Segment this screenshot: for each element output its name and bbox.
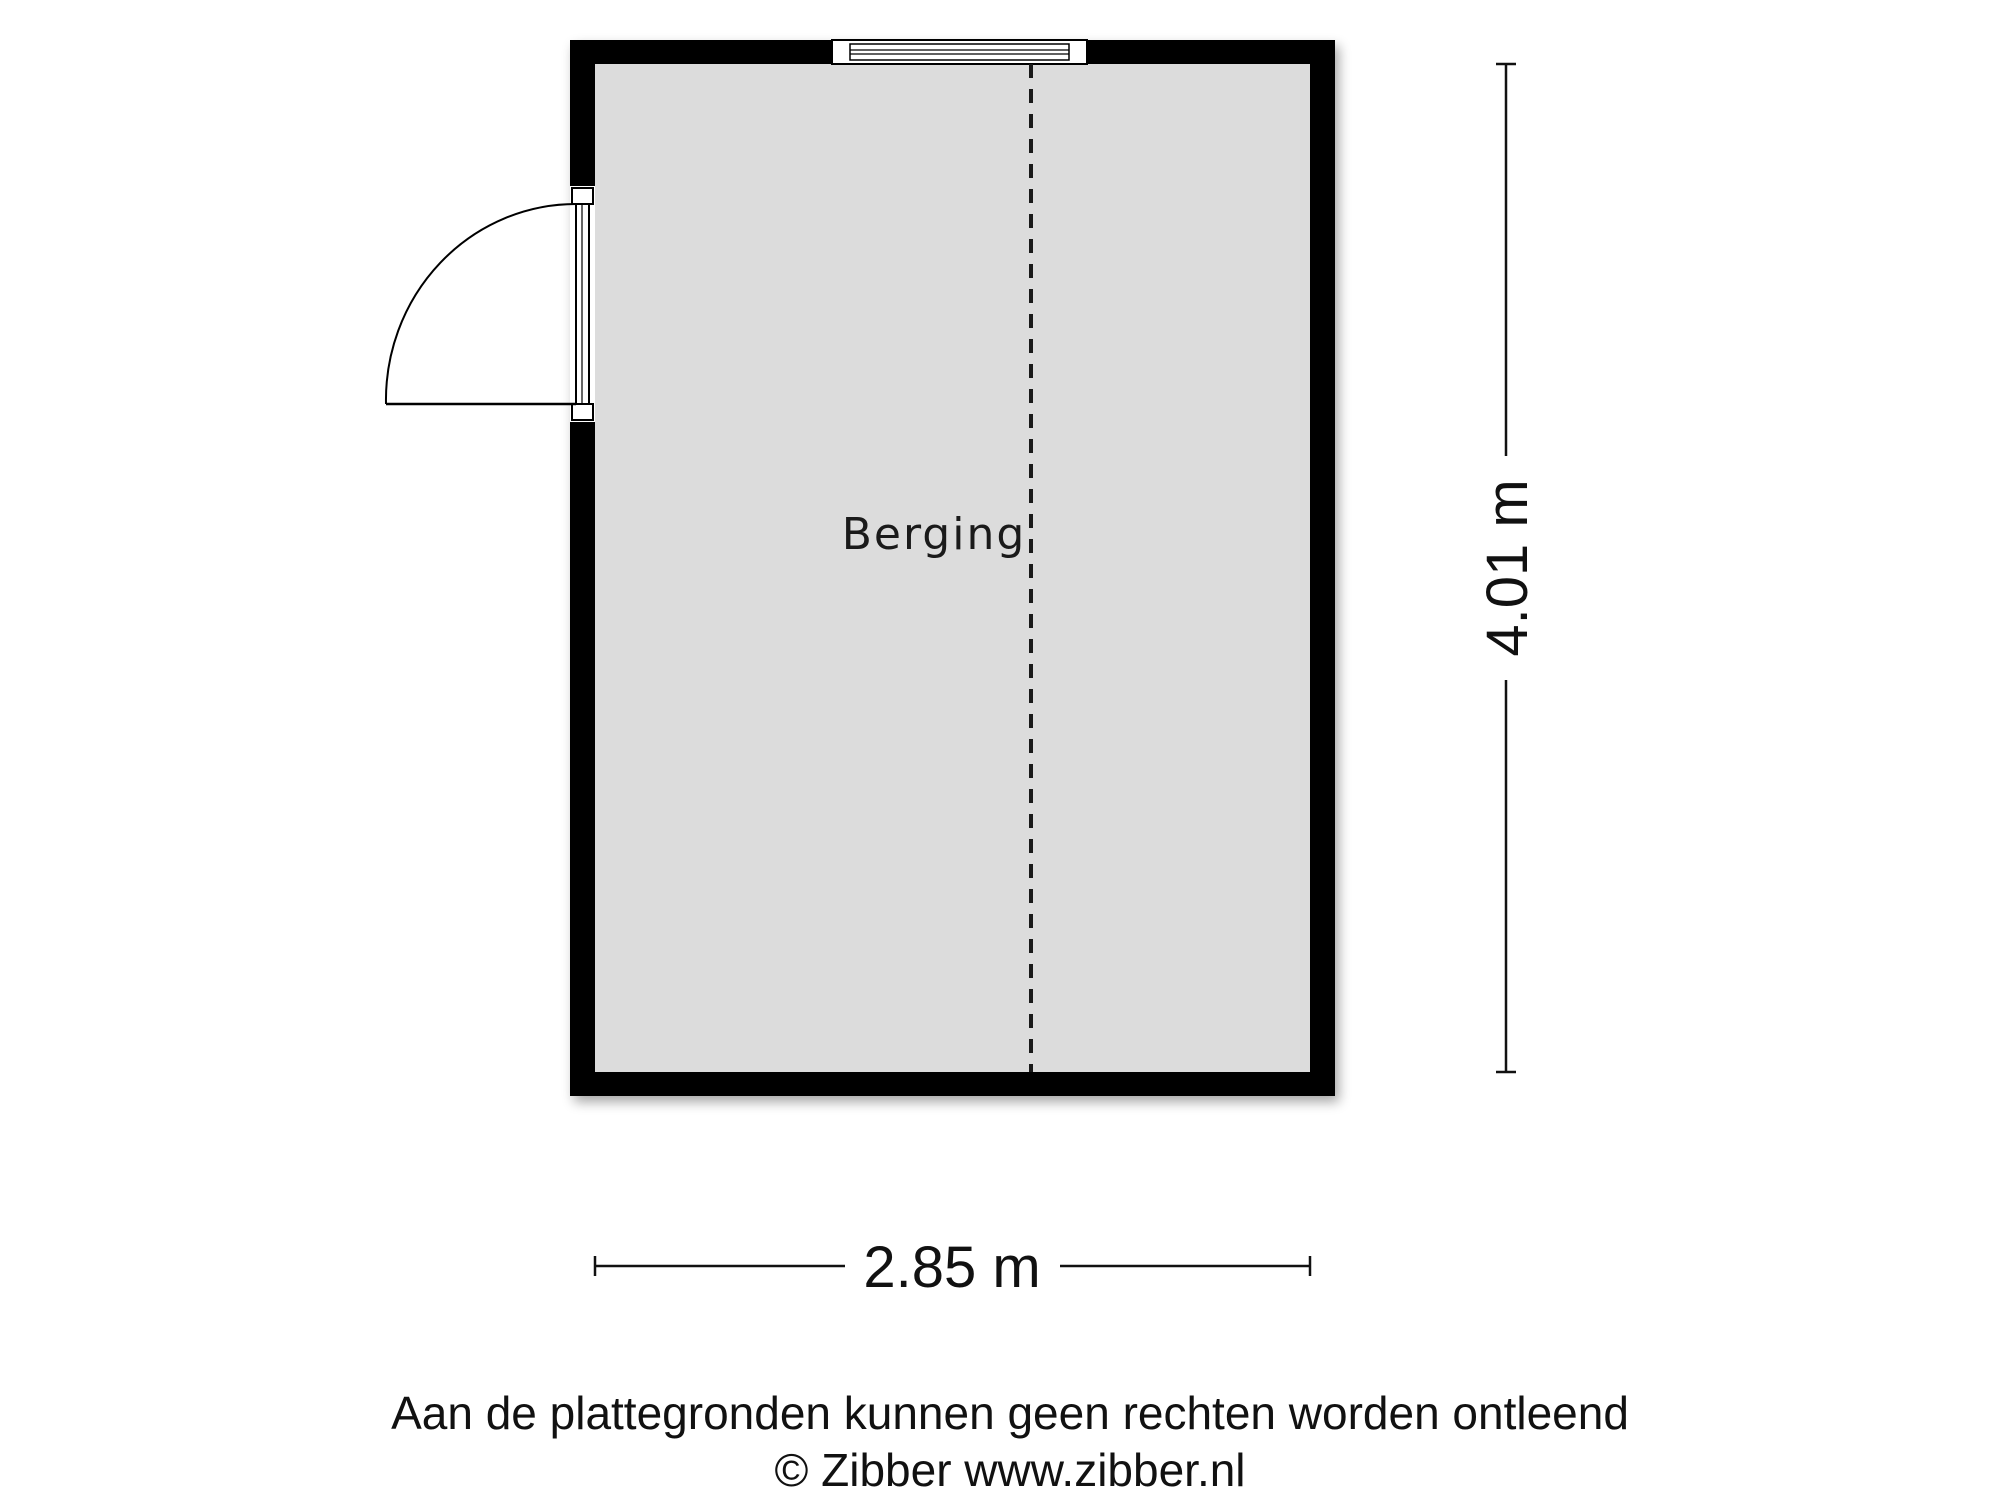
height-label: 4.01 m	[1475, 479, 1540, 657]
room-label: Berging	[841, 509, 1027, 560]
window-top	[832, 40, 1087, 64]
footer-credit: © Zibber www.zibber.nl	[774, 1444, 1246, 1496]
width-dimension	[595, 1235, 1310, 1300]
door-swing-arc	[386, 204, 576, 404]
door-left	[386, 186, 595, 422]
height-dimension	[1475, 64, 1540, 1072]
room-floor-berging	[595, 64, 1310, 1072]
width-label: 2.85 m	[863, 1235, 1041, 1300]
footer-disclaimer: Aan de plattegronden kunnen geen rechten worden ontleend	[391, 1387, 1629, 1439]
